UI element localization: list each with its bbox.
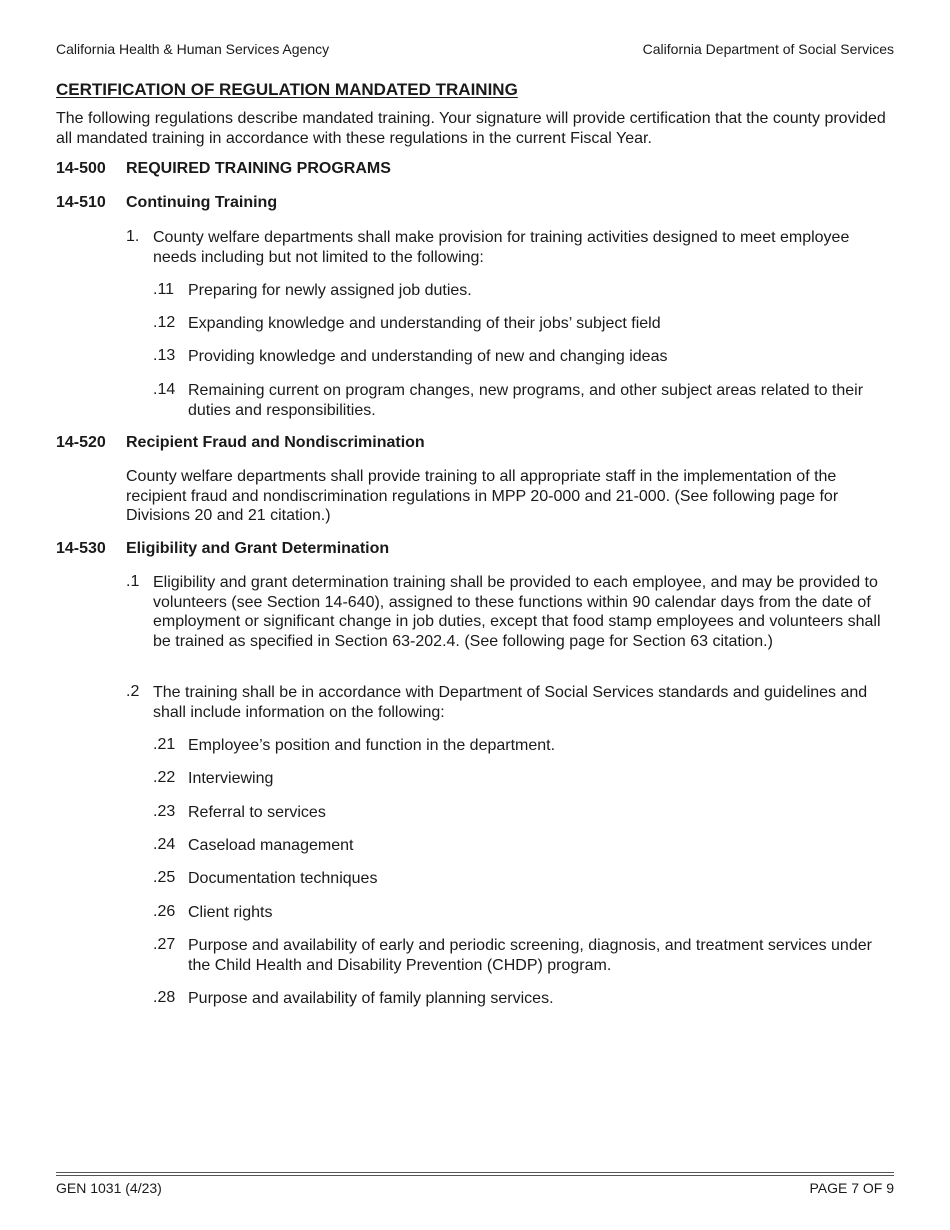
subitem-number: .28 (153, 989, 176, 1006)
subitem-text: Purpose and availability of family planning services. (188, 990, 554, 1007)
header-agency: California Health & Human Services Agency (56, 41, 330, 57)
subitem-number: .13 (153, 347, 176, 364)
subitem-text: Providing knowledge and understanding of new and changing ideas (188, 348, 668, 365)
section-number: 14-530 (56, 540, 106, 557)
page-header (56, 41, 894, 57)
item-number: 1. (126, 228, 140, 245)
section-title: Eligibility and Grant Determination (126, 540, 390, 557)
subitem-number: .14 (153, 381, 176, 398)
subitem-number: .11 (153, 281, 175, 298)
subitem-text: Documentation techniques (188, 870, 378, 887)
form-number: GEN 1031 (4/23) (56, 1180, 162, 1196)
document-title: CERTIFICATION OF REGULATION MANDATED TRAINING (56, 80, 518, 99)
section-number: 14-510 (56, 194, 106, 211)
subitem-number: .26 (153, 903, 176, 920)
subitem-number: .23 (153, 803, 176, 820)
header-department: California Department of Social Services (642, 41, 894, 57)
subitem-text: Preparing for newly assigned job duties. (188, 282, 472, 299)
footer-divider (56, 1172, 894, 1173)
section-title: Continuing Training (126, 194, 278, 211)
section-title: REQUIRED TRAINING PROGRAMS (126, 160, 391, 177)
subitem-text: Caseload management (188, 837, 354, 854)
subitem-text: Interviewing (188, 770, 274, 787)
subitem-number: .27 (153, 936, 176, 953)
subitem-number: .21 (153, 736, 176, 753)
item-text: County welfare departments shall make provision for training activities designed to meet employee needs including but not limited to the following: (153, 229, 850, 266)
subitem-number: .12 (153, 314, 176, 331)
subitem-text: Employee’s position and function in the department. (188, 737, 556, 754)
subitem-text: Expanding knowledge and understanding of their jobs’ subject field (188, 315, 661, 332)
subitem-number: .24 (153, 836, 176, 853)
item-text: Eligibility and grant determination training shall be provided to each employee, and may be provided to volunteers (see Section 14-640), assigned to these functions within 90 calendar days from the date of employment or significant change in job duties, except that food stamp employees and volunteers shall be trained as specified in Section 63-202.4. (See following page for Section 63 citation.) (153, 574, 881, 650)
subitem-text: Purpose and availability of early and periodic screening, diagnosis, and treatment services under the Child Health and Disability Prevention (CHDP) program. (188, 937, 872, 974)
subitem-number: .22 (153, 769, 176, 786)
subitem-number: .25 (153, 869, 176, 886)
subitem-text: Remaining current on program changes, new programs, and other subject areas related to their duties and responsibilities. (188, 382, 864, 419)
section-number: 14-500 (56, 160, 106, 177)
subitem-text: Client rights (188, 904, 273, 921)
section-number: 14-520 (56, 434, 106, 451)
subitem-text: Referral to services (188, 804, 326, 821)
page-footer (56, 1180, 894, 1196)
item-number: .1 (126, 573, 140, 590)
page-number: PAGE 7 OF 9 (809, 1180, 894, 1196)
section-title: Recipient Fraud and Nondiscrimination (126, 434, 425, 451)
document-page (56, 0, 894, 1230)
item-text: The training shall be in accordance with Department of Social Services standards and guidelines and shall include information on the following: (153, 684, 868, 721)
item-number: .2 (126, 683, 140, 700)
intro-paragraph: The following regulations describe mandated training. Your signature will provide certification that the county provided all mandated training in accordance with these regulations in the current Fiscal Year. (56, 110, 886, 147)
footer-divider (56, 1175, 894, 1176)
section-paragraph: County welfare departments shall provide training to all appropriate staff in the implementation of the recipient fraud and nondiscrimination regulations in MPP 20-000 and 21-000. (See following page for Divisions 20 and 21 citation.) (126, 468, 839, 524)
